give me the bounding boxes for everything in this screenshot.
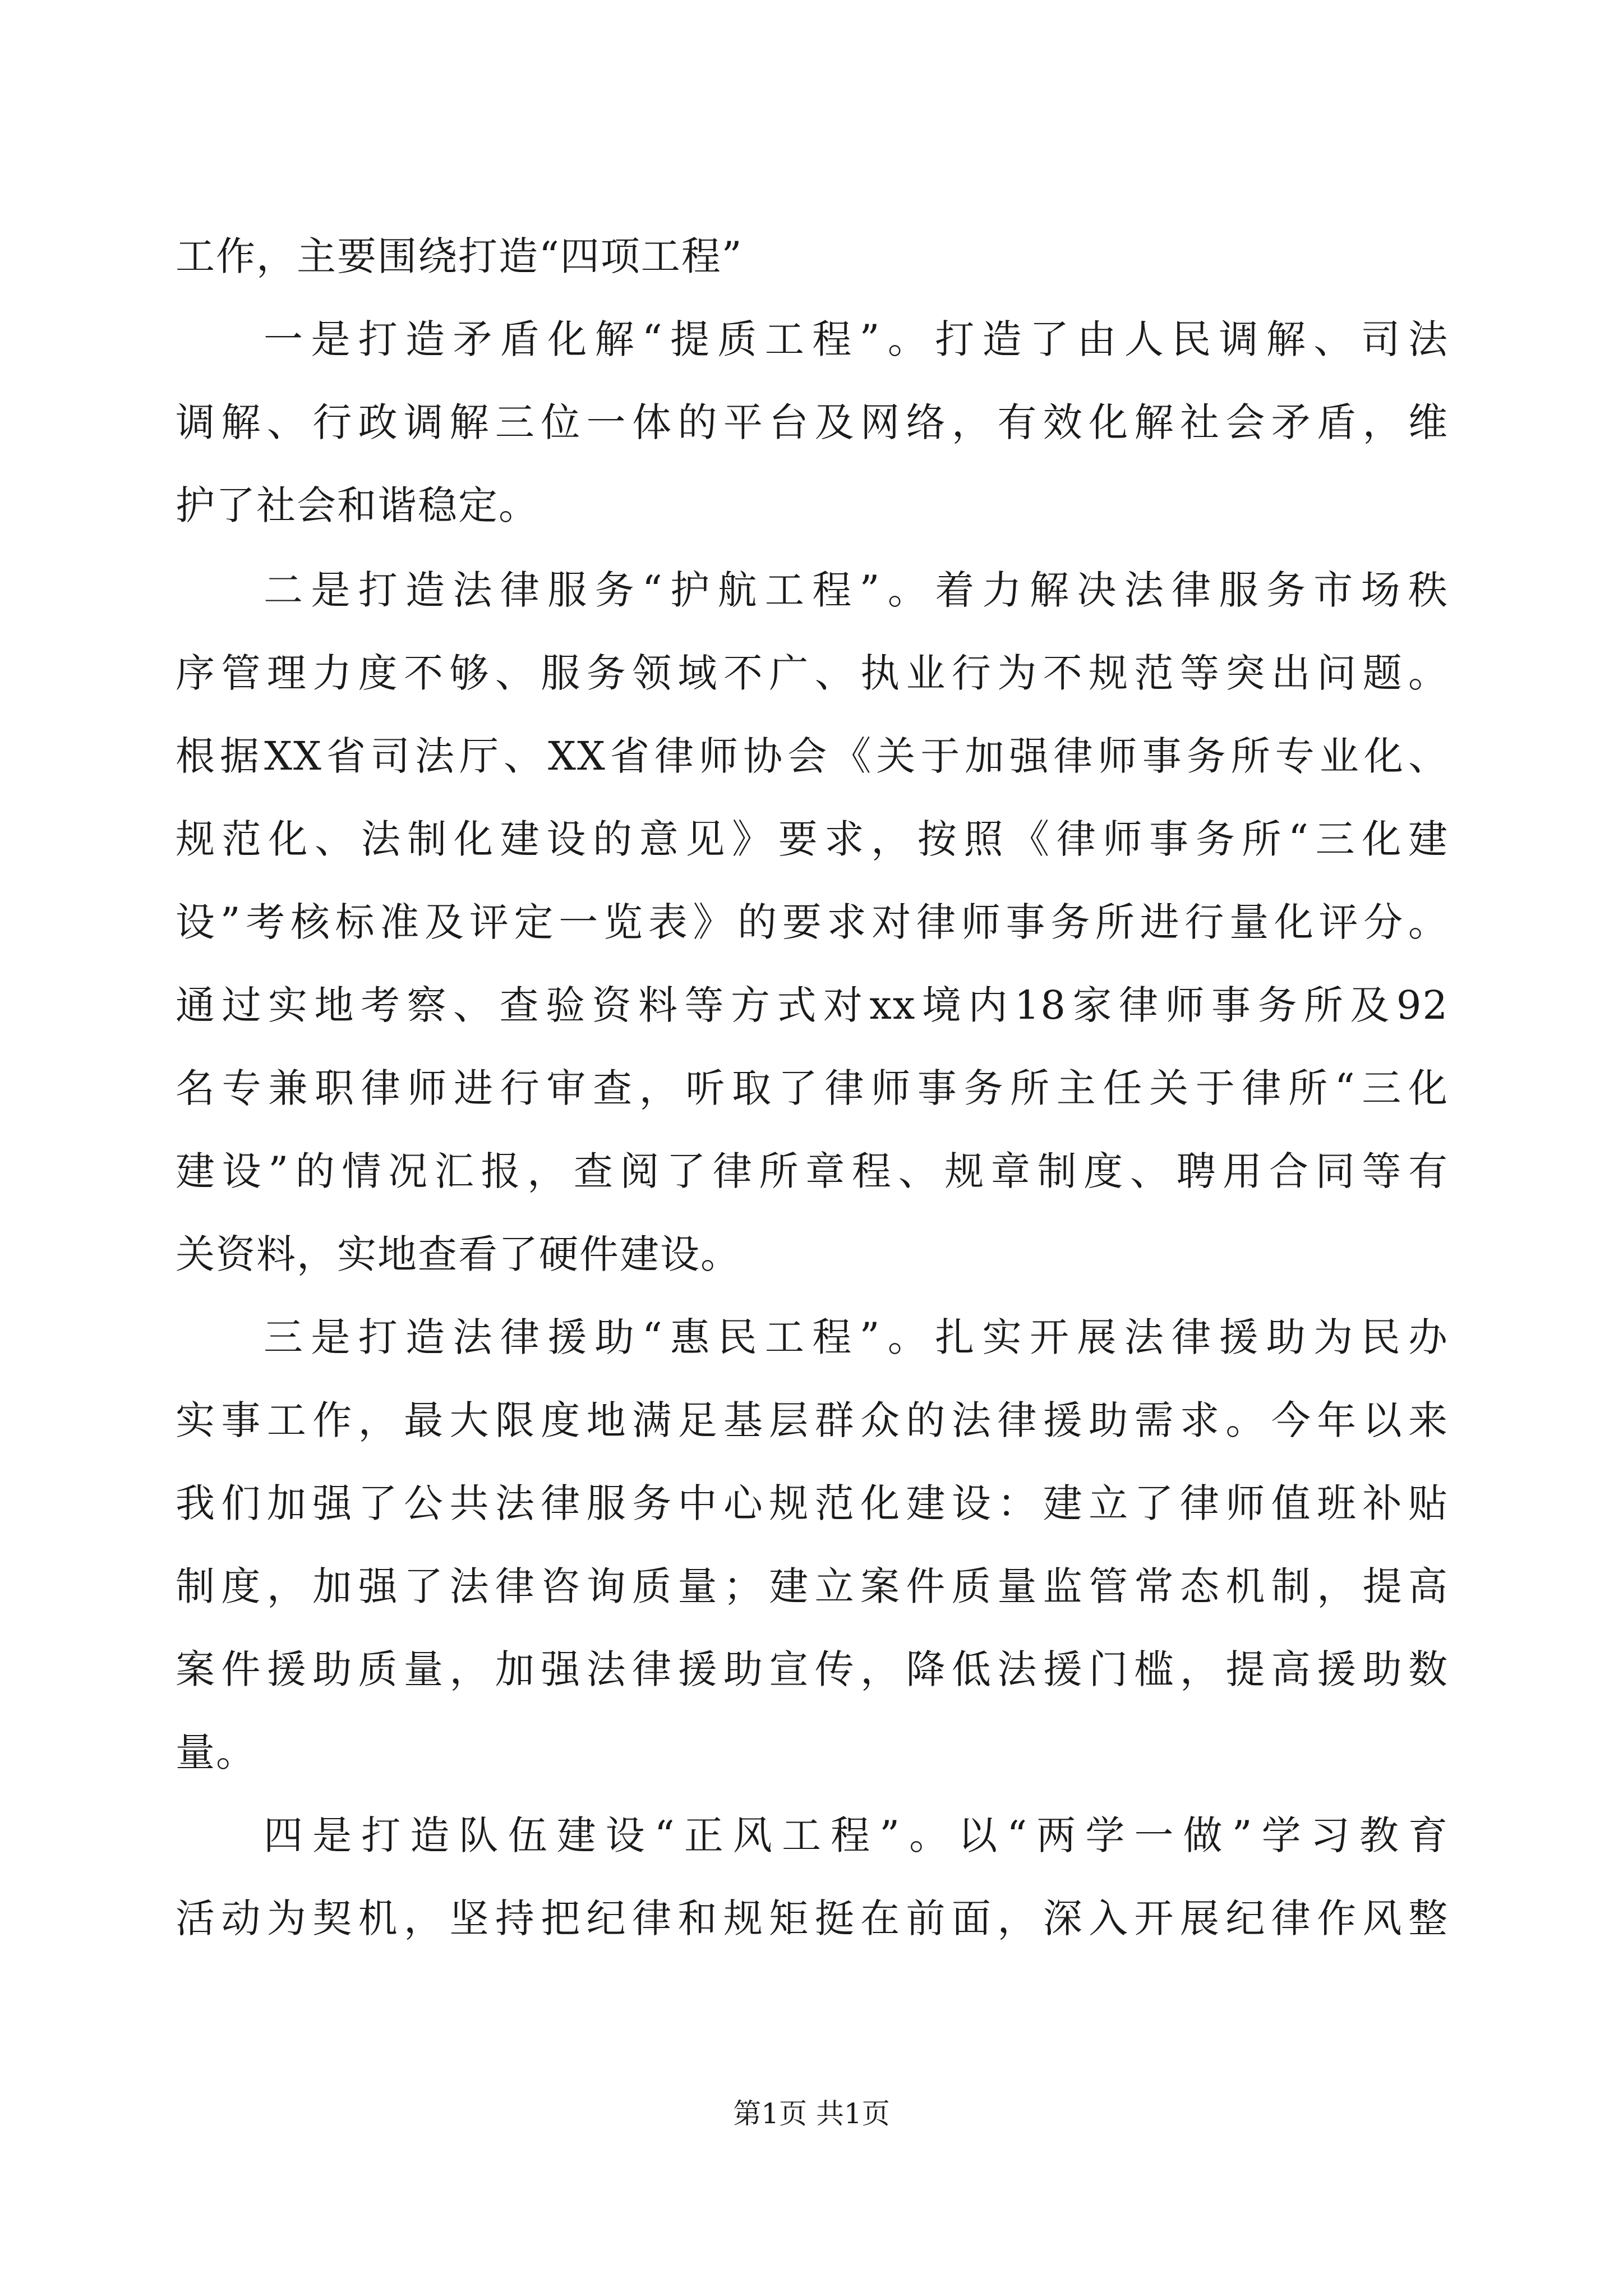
paragraph-1-line: 调解、行政调解三位一体的平台及网络，有效化解社会矛盾，维 [176,399,1449,445]
paragraph-2-line: 设”考核标准及评定一览表》的要求对律师事务所进行量化评分。 [176,899,1449,945]
paragraph-2-line: 规范化、法制化建设的意见》要求，按照《律师事务所“三化建 [176,816,1449,862]
paragraph-2-line: 二是打造法律服务“护航工程”。着力解决法律服务市场秩 [264,567,1449,613]
paragraph-2-line: 根据XX省司法厅、XX省律师协会《关于加强律师事务所专业化、 [176,733,1449,779]
paragraph-3-line: 量。 [176,1729,256,1775]
paragraph-4-line: 活动为契机，坚持把纪律和规矩挺在前面，深入开展纪律作风整 [176,1895,1449,1941]
page-number-footer: 第1页 共1页 [733,2097,890,2130]
paragraph-1-line: 护了社会和谐稳定。 [176,482,539,528]
paragraph-4-line: 四是打造队伍建设“正风工程”。以“两学一做”学习教育 [264,1812,1449,1858]
paragraph-2-line: 建设”的情况汇报，查阅了律所章程、规章制度、聘用合同等有 [176,1148,1449,1194]
paragraph-1-line: 一是打造矛盾化解“提质工程”。打造了由人民调解、司法 [264,316,1449,362]
text-line: 工作，主要围绕打造“四项工程” [176,233,743,279]
paragraph-2-line: 关资料，实地查看了硬件建设。 [176,1231,741,1277]
paragraph-3-line: 三是打造法律援助“惠民工程”。扎实开展法律援助为民办 [264,1314,1449,1360]
paragraph-3-line: 实事工作，最大限度地满足基层群众的法律援助需求。今年以来 [176,1397,1449,1443]
paragraph-2-line: 名专兼职律师进行审查，听取了律师事务所主任关于律所“三化 [176,1065,1449,1111]
paragraph-3-line: 制度，加强了法律咨询质量；建立案件质量监管常态机制，提高 [176,1563,1449,1609]
paragraph-3-line: 案件援助质量，加强法律援助宣传，降低法援门槛，提高援助数 [176,1646,1449,1692]
paragraph-2-line: 序管理力度不够、服务领域不广、执业行为不规范等突出问题。 [176,650,1449,696]
paragraph-2-line: 通过实地考察、查验资料等方式对xx境内18家律师事务所及92 [176,982,1449,1028]
paragraph-3-line: 我们加强了公共法律服务中心规范化建设：建立了律师值班补贴 [176,1480,1449,1526]
